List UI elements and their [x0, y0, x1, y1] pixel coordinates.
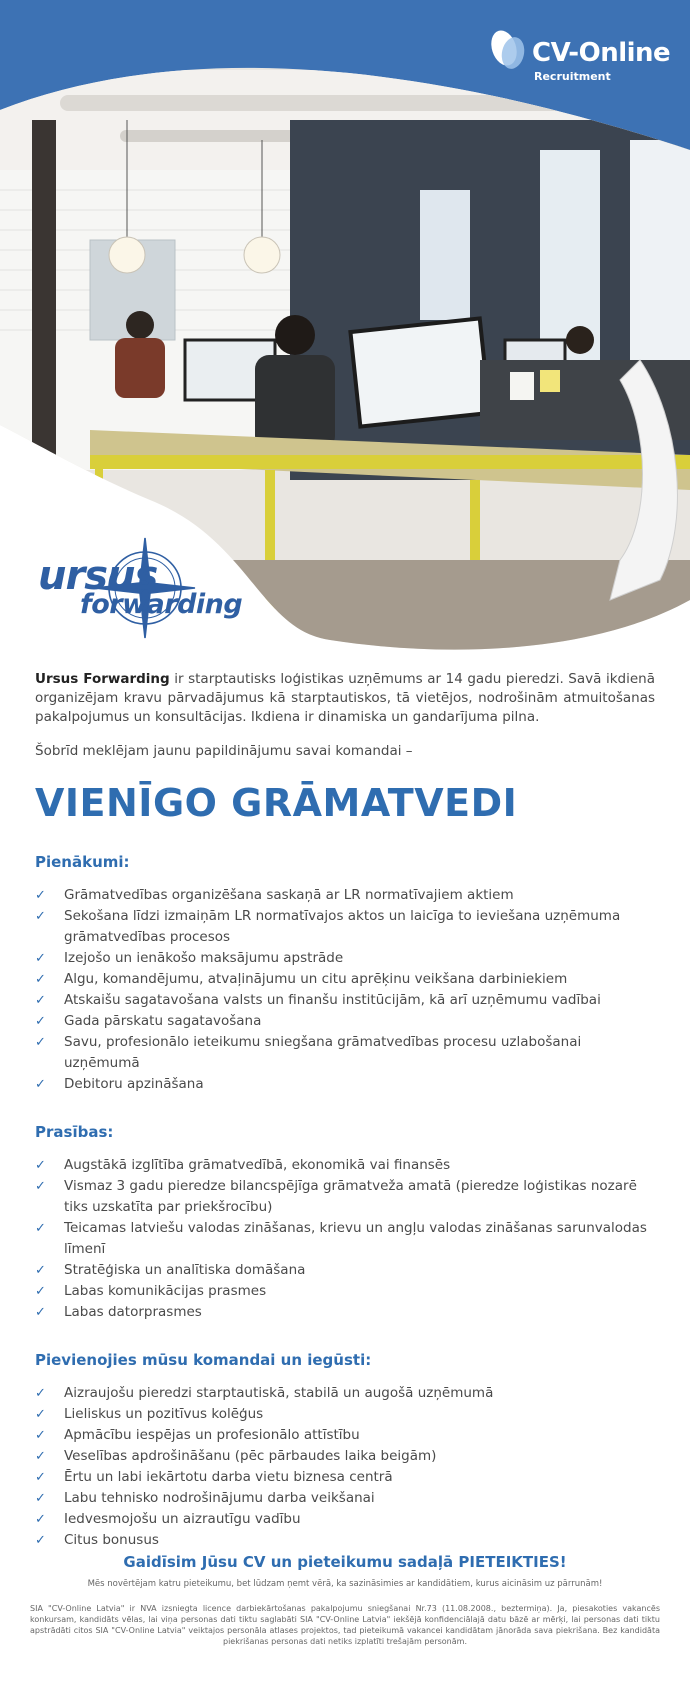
check-icon: ✓: [35, 1407, 46, 1422]
company-intro: [35, 670, 655, 727]
list-item: [35, 948, 655, 969]
check-icon: ✓: [35, 1035, 46, 1050]
list-item-text: Debitoru apzināšana: [64, 1076, 204, 1092]
list-item: [35, 1176, 655, 1218]
company-logo-line2: forwarding: [80, 589, 243, 620]
list-item-text: Atskaišu sagatavošana valsts un finanšu institūcijām, kā arī uzņēmumu vadībai: [64, 992, 601, 1008]
cv-online-subtitle: Recruitment: [534, 70, 611, 83]
list-item: [35, 1011, 655, 1032]
position-title: VIENĪGO GRĀMATVEDI: [35, 781, 518, 825]
list-item-text: Gada pārskatu sagatavošana: [64, 1013, 262, 1029]
list-item: [35, 906, 655, 948]
check-icon: ✓: [35, 1158, 46, 1173]
list-item-text: Citus bonusus: [64, 1532, 159, 1548]
section-title: Prasības:: [35, 1123, 114, 1141]
section-duties: [35, 853, 655, 1095]
legal-text: SIA "CV-Online Latvia" ir NVA izsniegta licence darbiekārtošanas pakalpojumu sniegšanai Nr.73 (11.08.2008., beztermiņa). Ja, piesakoties vakancēs konkursam, kandidāts vēlas, lai viņa personas dati tiktu saglabāti SIA "CV-Online Latvia" iekšējā konfidenciālajā datu bāzē ar mērķi, lai personas dati tiktu apstrādāti citos SIA "CV-Online Latvia" veiktajos personāla atlases projektos, tad pieteikumā vakancei kandidātam jānorāda sava piekrišana. Bez kandidāta piekrišanas personas dati netiks izplatīti trešajām personām.: [30, 1604, 660, 1646]
hero-banner: [0, 0, 690, 660]
cv-online-name: CV-Online: [532, 38, 671, 68]
check-icon: ✓: [35, 972, 46, 987]
list-item: [35, 990, 655, 1011]
list-item-text: Aizraujošu pieredzi starptautiskā, stabilā un augošā uzņēmumā: [64, 1385, 494, 1401]
list-item: [35, 1218, 655, 1260]
check-icon: ✓: [35, 909, 46, 924]
list-item: [35, 1425, 655, 1446]
section-benefits: [35, 1351, 655, 1551]
list-item-text: Apmācību iespējas un profesionālo attīstību: [64, 1427, 360, 1443]
list-item-text: Sekošana līdzi izmaiņām LR normatīvajos aktos un laicīga to ieviešana uzņēmuma grāmatvedības procesos: [64, 908, 621, 945]
list-item-text: Ērtu un labi iekārtotu darba vietu biznesa centrā: [64, 1469, 393, 1485]
list-item-text: Iedvesmojošu un aizrautīgu vadību: [64, 1511, 301, 1527]
list-item-text: Veselības apdrošināšanu (pēc pārbaudes laika beigām): [64, 1448, 437, 1464]
check-icon: ✓: [35, 1179, 46, 1194]
list-item: [35, 1260, 655, 1281]
list-item: [35, 1509, 655, 1530]
list-item-text: Vismaz 3 gadu pieredze bilancspējīga grāmatveža amatā (pieredze loģistikas nozarē tiks uzskatīta par priekšrocību): [64, 1178, 637, 1215]
list-item: [35, 1530, 655, 1551]
list-item: [35, 1467, 655, 1488]
apply-cta[interactable]: Gaidīsim Jūsu CV un pieteikumu sadaļā PIETEIKTIES!: [123, 1553, 567, 1571]
footer-note: Mēs novērtējam katru pieteikumu, bet lūdzam ņemt vērā, ka sazināsimies ar kandidātiem, kurus aicināsim uz pārrunām!: [87, 1579, 603, 1589]
check-icon: ✓: [35, 1284, 46, 1299]
list-item: [35, 1281, 655, 1302]
cv-online-mark-icon: [488, 28, 532, 74]
list-item-text: Algu, komandējumu, atvaļinājumu un citu aprēķinu veikšana darbiniekiem: [64, 971, 568, 987]
list-item-text: Stratēģiska un analītiska domāšana: [64, 1262, 306, 1278]
check-icon: ✓: [35, 1305, 46, 1320]
list-item-text: Savu, profesionālo ieteikumu sniegšana grāmatvedības procesu uzlabošanai uzņēmumā: [64, 1034, 582, 1071]
list-item-text: Labas datorprasmes: [64, 1304, 202, 1320]
cv-online-logo[interactable]: [488, 28, 671, 88]
company-logo: [30, 530, 260, 650]
check-icon: ✓: [35, 1533, 46, 1548]
company-name: Ursus Forwarding: [35, 671, 170, 687]
list-item: [35, 885, 655, 906]
section-requirements: [35, 1123, 655, 1323]
list-item-text: Lieliskus un pozitīvus kolēģus: [64, 1406, 264, 1422]
check-icon: ✓: [35, 1221, 46, 1236]
list-item-text: Izejošo un ienākošo maksājumu apstrāde: [64, 950, 344, 966]
list-item: [35, 1155, 655, 1176]
list-item-text: Grāmatvedības organizēšana saskaņā ar LR normatīvajiem aktiem: [64, 887, 514, 903]
list-item: [35, 1302, 655, 1323]
list-item-text: Augstākā izglītība grāmatvedībā, ekonomikā vai finansēs: [64, 1157, 451, 1173]
company-logo-line1: ursus: [38, 553, 158, 599]
check-icon: ✓: [35, 888, 46, 903]
list-item-text: Labas komunikācijas prasmes: [64, 1283, 267, 1299]
section-title: Pienākumi:: [35, 853, 130, 871]
check-icon: ✓: [35, 1077, 46, 1092]
footer: [30, 1553, 660, 1647]
list-item-text: Teicamas latviešu valodas zināšanas, krievu un angļu valodas zināšanas sarunvalodas līmenī: [64, 1220, 647, 1257]
list-item: [35, 1383, 655, 1404]
check-icon: ✓: [35, 1386, 46, 1401]
check-icon: ✓: [35, 993, 46, 1008]
requirements-list: [35, 1155, 655, 1323]
job-description: [35, 670, 655, 1551]
check-icon: ✓: [35, 1014, 46, 1029]
check-icon: ✓: [35, 1470, 46, 1485]
benefits-list: [35, 1383, 655, 1551]
check-icon: ✓: [35, 1512, 46, 1527]
list-item: [35, 1032, 655, 1074]
list-item: [35, 1488, 655, 1509]
check-icon: ✓: [35, 1263, 46, 1278]
duties-list: [35, 885, 655, 1095]
check-icon: ✓: [35, 1449, 46, 1464]
check-icon: ✓: [35, 951, 46, 966]
section-title: Pievienojies mūsu komandai un iegūsti:: [35, 1351, 372, 1369]
list-item: [35, 1074, 655, 1095]
list-item: [35, 1446, 655, 1467]
company-intro-text: ir starptautisks loģistikas uzņēmums ar 14 gadu pieredzi. Savā ikdienā organizējam kravu pārvadājumus kā starptautiskos, tā vietējos, nodrošinām atmuitošanas pakalpojumus un konsultācijas. Ikdiena ir dinamiska un gandarījuma pilna.: [35, 671, 655, 725]
lead-text: Šobrīd meklējam jaunu papildinājumu savai komandai –: [35, 743, 413, 759]
list-item: [35, 1404, 655, 1425]
check-icon: ✓: [35, 1428, 46, 1443]
list-item: [35, 969, 655, 990]
check-icon: ✓: [35, 1491, 46, 1506]
list-item-text: Labu tehnisko nodrošinājumu darba veikšanai: [64, 1490, 375, 1506]
